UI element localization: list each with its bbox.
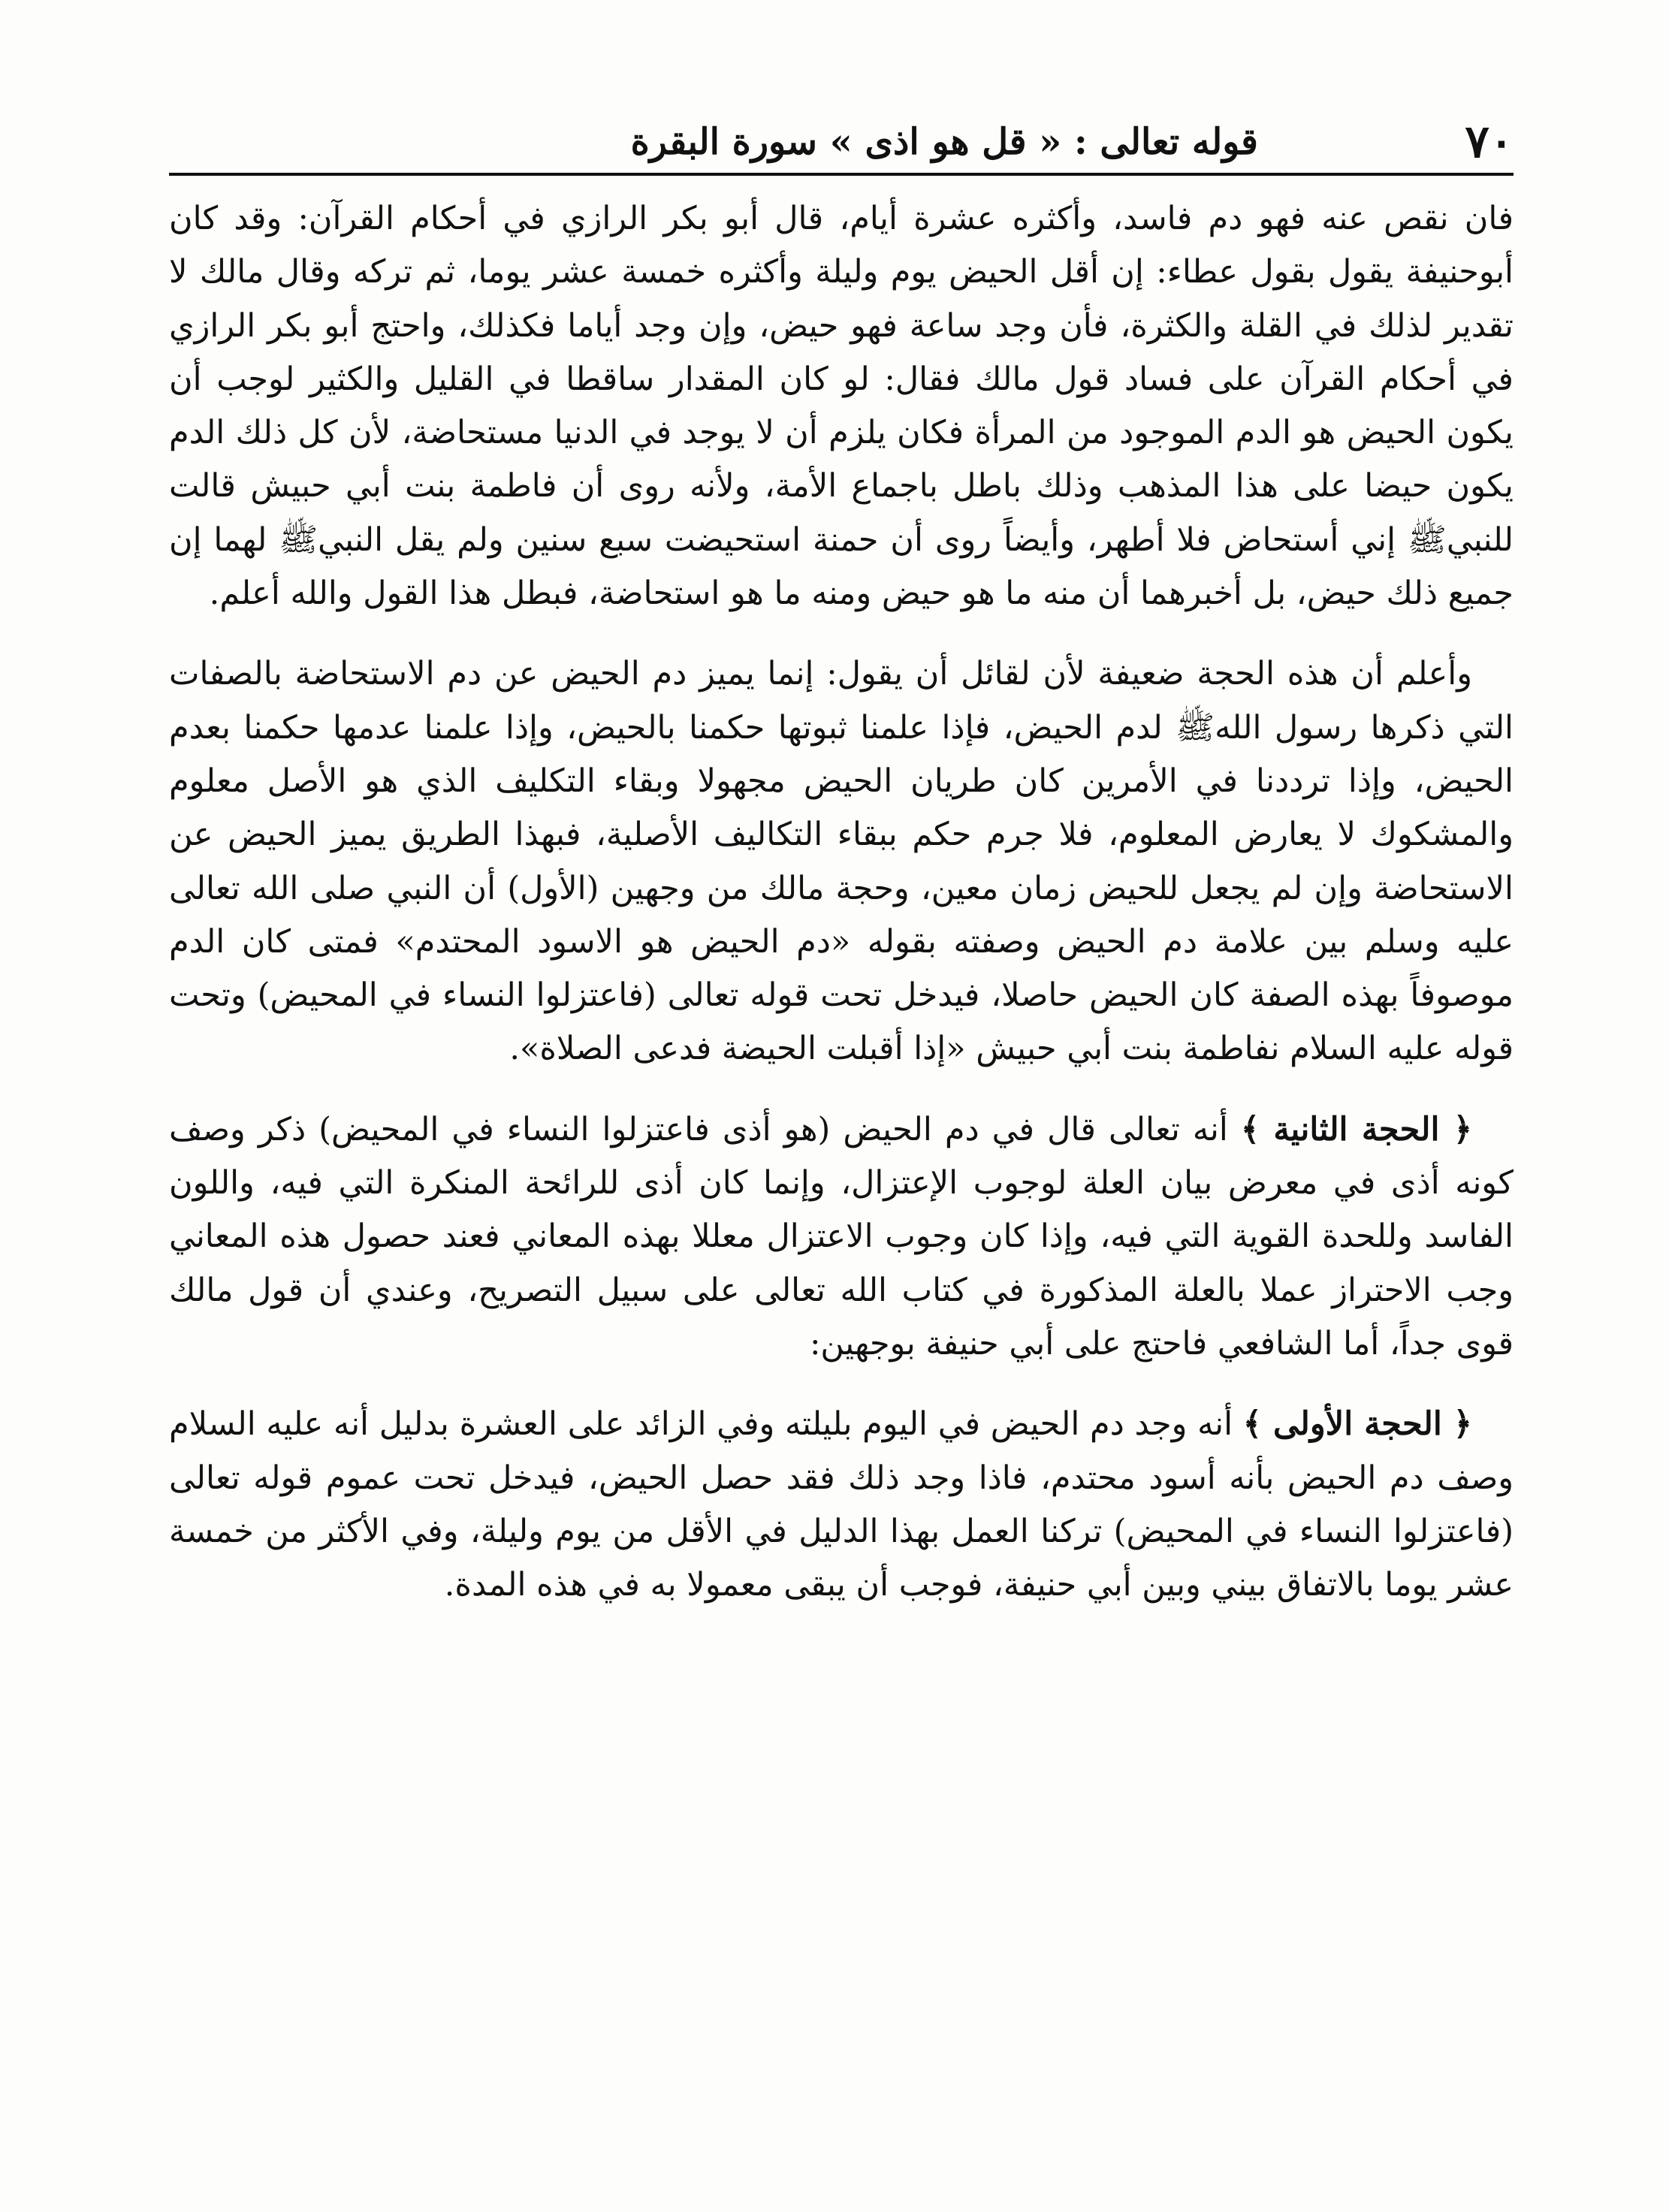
section-heading: ﴿ الحجة الأولى ﴾	[1242, 1405, 1472, 1444]
page-number: ٧٠	[1465, 116, 1514, 168]
paragraph-3	[169, 1103, 1514, 1371]
paragraph-4	[169, 1398, 1514, 1612]
paragraph-2	[169, 647, 1514, 1076]
book-page	[169, 113, 1514, 2141]
paragraph-1	[169, 192, 1514, 620]
body-text	[169, 192, 1514, 1612]
running-title: قوله تعالى : « قل هو اذى » سورة البقرة	[630, 121, 1258, 163]
page-header	[169, 113, 1514, 176]
paragraph-text: وأعلم أن هذه الحجة ضعيفة لأن لقائل أن يقول: إنما يميز دم الحيض عن دم الاستحاضة بالصفات التي ذكرها رسول اللهﷺ لدم الحيض، فإذا علمنا ثبوتها حكمنا بالحيض، وإذا علمنا عدمها حكمنا بعدم الحيض، وإذا ترددنا في الأمرين كان طريان الحيض مجهولا وبقاء التكليف الذي هو الأصل معلوم والمشكوك لا يعارض المعلوم، فلا جرم حكم ببقاء التكاليف الأصلية، فبهذا الطريق يميز الحيض عن الاستحاضة وإن لم يجعل للحيض زمان معين، وحجة مالك من وجهين (الأول) أن النبي صلى الله تعالى عليه وسلم بين علامة دم الحيض وصفته بقوله «دم الحيض هو الاسود المحتدم» فمتى كان الدم موصوفاً بهذه الصفة كان الحيض حاصلا، فيدخل تحت قوله تعالى (فاعتزلوا النساء في المحيض) وتحت قوله عليه السلام نفاطمة بنت أبي حبيش «إذا أقبلت الحيضة فدعى الصلاة».	[169, 655, 1514, 1068]
paragraph-text: أنه وجد دم الحيض في اليوم بليلته وفي الزائد على العشرة بدليل أنه عليه السلام وصف دم الحيض بأنه أسود محتدم، فاذا وجد ذلك فقد حصل الحيض، فيدخل تحت عموم قوله تعالى (فاعتزلوا النساء في المحيض) تركنا العمل بهذا الدليل في الأقل من يوم وليلة، وفي الأكثر من خمسة عشر يوما بالاتفاق بيني وبين أبي حنيفة، فوجب أن يبقى معمولا به في هذه المدة.	[169, 1405, 1514, 1604]
paragraph-text: أنه تعالى قال في دم الحيض (هو أذى فاعتزلوا النساء في المحيض) ذكر وصف كونه أذى في معرض بيان العلة لوجوب الإعتزال، وإنما كان أذى للرائحة المنكرة التي فيه، واللون الفاسد وللحدة القوية التي فيه، وإذا كان وجوب الاعتزال معللا بهذه المعاني فعند حصول هذه المعاني وجب الاحتراز عملا بالعلة المذكورة في كتاب الله تعالى على سبيل التصريح، وعندي أن قول مالك قوى جداً، أما الشافعي فاحتج على أبي حنيفة بوجهين:	[169, 1110, 1514, 1363]
paragraph-text: فان نقص عنه فهو دم فاسد، وأكثره عشرة أيام، قال أبو بكر الرازي في أحكام القرآن: وقد كان أبوحنيفة يقول بقول عطاء: إن أقل الحيض يوم وليلة وأكثره خمسة عشر يوما، ثم تركه وقال مالك لا تقدير لذلك في القلة والكثرة، فأن وجد ساعة فهو حيض، وإن وجد أياما فكذلك، واحتج أبو بكر الرازي في أحكام القرآن على فساد قول مالك فقال: لو كان المقدار ساقطا في القليل والكثير لوجب أن يكون الحيض هو الدم الموجود من المرأة فكان يلزم أن لا يوجد في الدنيا مستحاضة، لأن كل ذلك الدم يكون حيضا على هذا المذهب وذلك باطل باجماع الأمة، ولأنه روى أن فاطمة بنت أبي حبيش قالت للنبيﷺ إني أستحاض فلا أطهر، وأيضاً روى أن حمنة استحيضت سبع سنين ولم يقل النبيﷺ لهما إن جميع ذلك حيض، بل أخبرهما أن منه ما هو حيض ومنه ما هو استحاضة، فبطل هذا القول والله أعلم.	[169, 200, 1514, 613]
section-heading: ﴿ الحجة الثانية ﴾	[1240, 1110, 1472, 1148]
